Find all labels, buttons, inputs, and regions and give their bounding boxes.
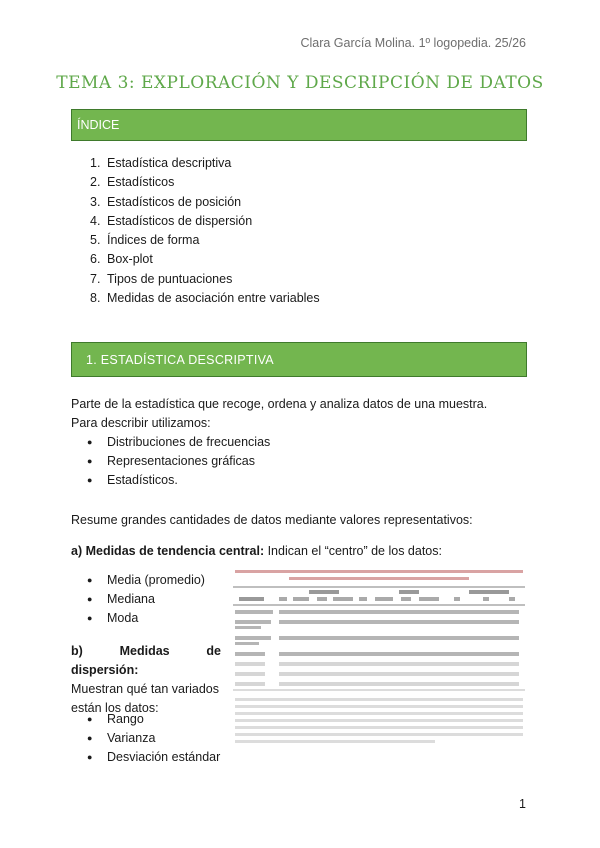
index-list <box>90 154 320 308</box>
page-title: TEMA 3: EXPLORACIÓN Y DESCRIPCIÓN DE DATOS <box>56 73 544 93</box>
central-item: ● Media (promedio) <box>71 571 205 590</box>
table-picture <box>229 566 529 762</box>
section1-heading-bar <box>71 342 527 377</box>
dispersion-item: ● Varianza <box>71 729 220 748</box>
uses-item: ● Representaciones gráficas <box>71 452 487 471</box>
dispersion-item: ● Desviación estándar <box>71 748 220 767</box>
summary-text: Resume grandes cantidades de datos mediante valores representativos: <box>71 513 473 527</box>
index-item: 5. Índices de forma <box>90 233 200 248</box>
page-header: Clara García Molina. 1º logopedia. 25/26 <box>300 36 526 50</box>
central-heading: a) Medidas de tendencia central: Indican el “centro” de los datos: <box>71 544 442 558</box>
section1-heading: 1. ESTADÍSTICA DESCRIPTIVA <box>86 353 274 367</box>
index-heading: ÍNDICE <box>77 118 120 132</box>
index-item: 8. Medidas de asociación entre variables <box>90 291 320 306</box>
central-item: ● Moda <box>71 609 205 628</box>
central-list <box>71 571 205 628</box>
dispersion-list <box>71 710 220 767</box>
index-item: 4. Estadísticos de dispersión <box>90 213 253 228</box>
intro-block <box>71 395 487 490</box>
index-item: 3. Estadísticos de posición <box>90 194 242 209</box>
results-table-image <box>229 566 529 762</box>
central-item: ● Mediana <box>71 590 205 609</box>
page-number: 1 <box>519 797 526 811</box>
uses-lead: Para describir utilizamos: <box>71 416 211 430</box>
dispersion-item: ● Rango <box>71 710 220 729</box>
index-item: 7. Tipos de puntuaciones <box>90 271 233 286</box>
intro-text: Parte de la estadística que recoge, ordena y analiza datos de una muestra. <box>71 397 488 411</box>
index-heading-bar <box>71 109 527 141</box>
index-item: 6. Box-plot <box>90 252 153 267</box>
uses-item: ● Distribuciones de frecuencias <box>71 433 487 452</box>
index-item: 2. Estadísticos <box>90 175 175 190</box>
index-item: 1. Estadística descriptiva <box>90 156 232 170</box>
uses-item: ● Estadísticos. <box>71 471 487 490</box>
dispersion-heading: b) Medidas de dispersión: Muestran qué tan variados están los datos: <box>71 644 221 715</box>
